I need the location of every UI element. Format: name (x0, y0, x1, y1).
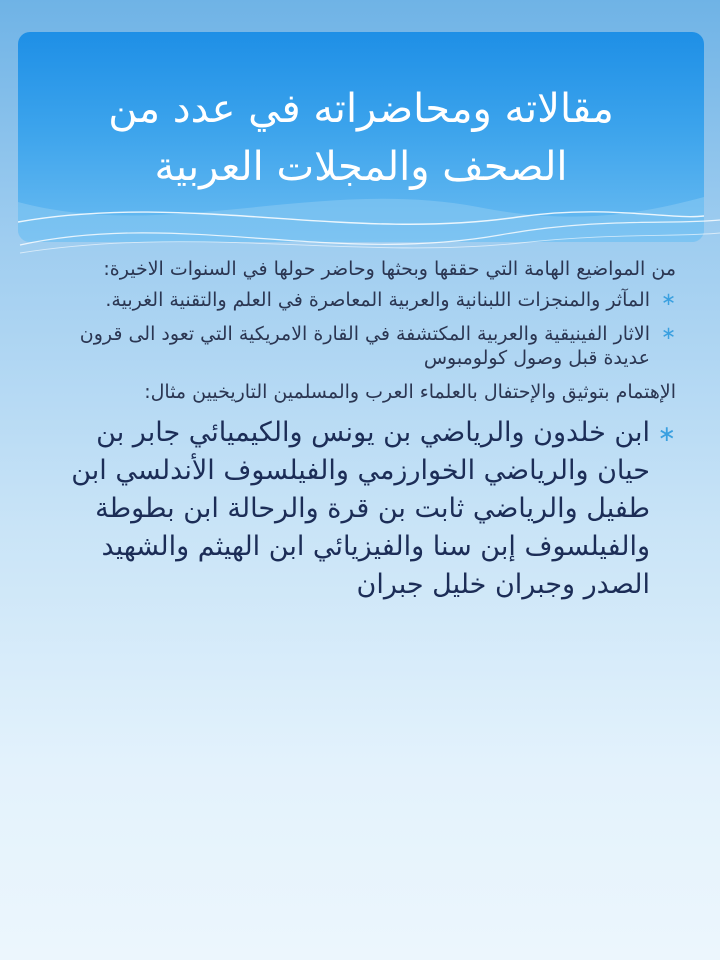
asterisk-bullet-icon: ∗ (660, 289, 676, 310)
slide-body (40, 257, 676, 614)
list-item (40, 288, 676, 312)
intro-text: من المواضيع الهامة التي حققها وبحثها وحاضر حولها في السنوات الاخيرة: (103, 258, 676, 280)
list-item (40, 322, 676, 370)
scholars-text: ابن خلدون والرياضي بن يونس والكيميائي جابر بن حيان والرياضي الخوارزمي والفيلسوف الأندلسي ابن طفيل والرياضي ثابت بن قرة والرحالة ابن بطوطة والفيلسوف إبن سنا والفيزيائي ابن الهيثم والشهيد الصدر وجبران خليل جبران (71, 417, 650, 600)
scholars-list-item (40, 414, 676, 604)
bullet-text: الاثار الفينيقية والعربية المكتشفة في القارة الامريكية التي تعود الى قرون عديدة قبل وصول كولومبوس (79, 323, 650, 369)
asterisk-bullet-icon: ∗ (660, 323, 676, 344)
scholars-intro-text: الإهتمام بتوثيق والإحتفال بالعلماء العرب والمسلمين التاريخيين مثال: (144, 381, 676, 403)
asterisk-bullet-icon: ∗ (657, 422, 676, 447)
slide-title: مقالاته ومحاضراته في عدد من الصحف والمجلات العربية (108, 86, 614, 190)
bullet-text: المآثر والمنجزات اللبنانية والعربية المعاصرة في العلم والتقنية الغربية. (105, 289, 650, 311)
